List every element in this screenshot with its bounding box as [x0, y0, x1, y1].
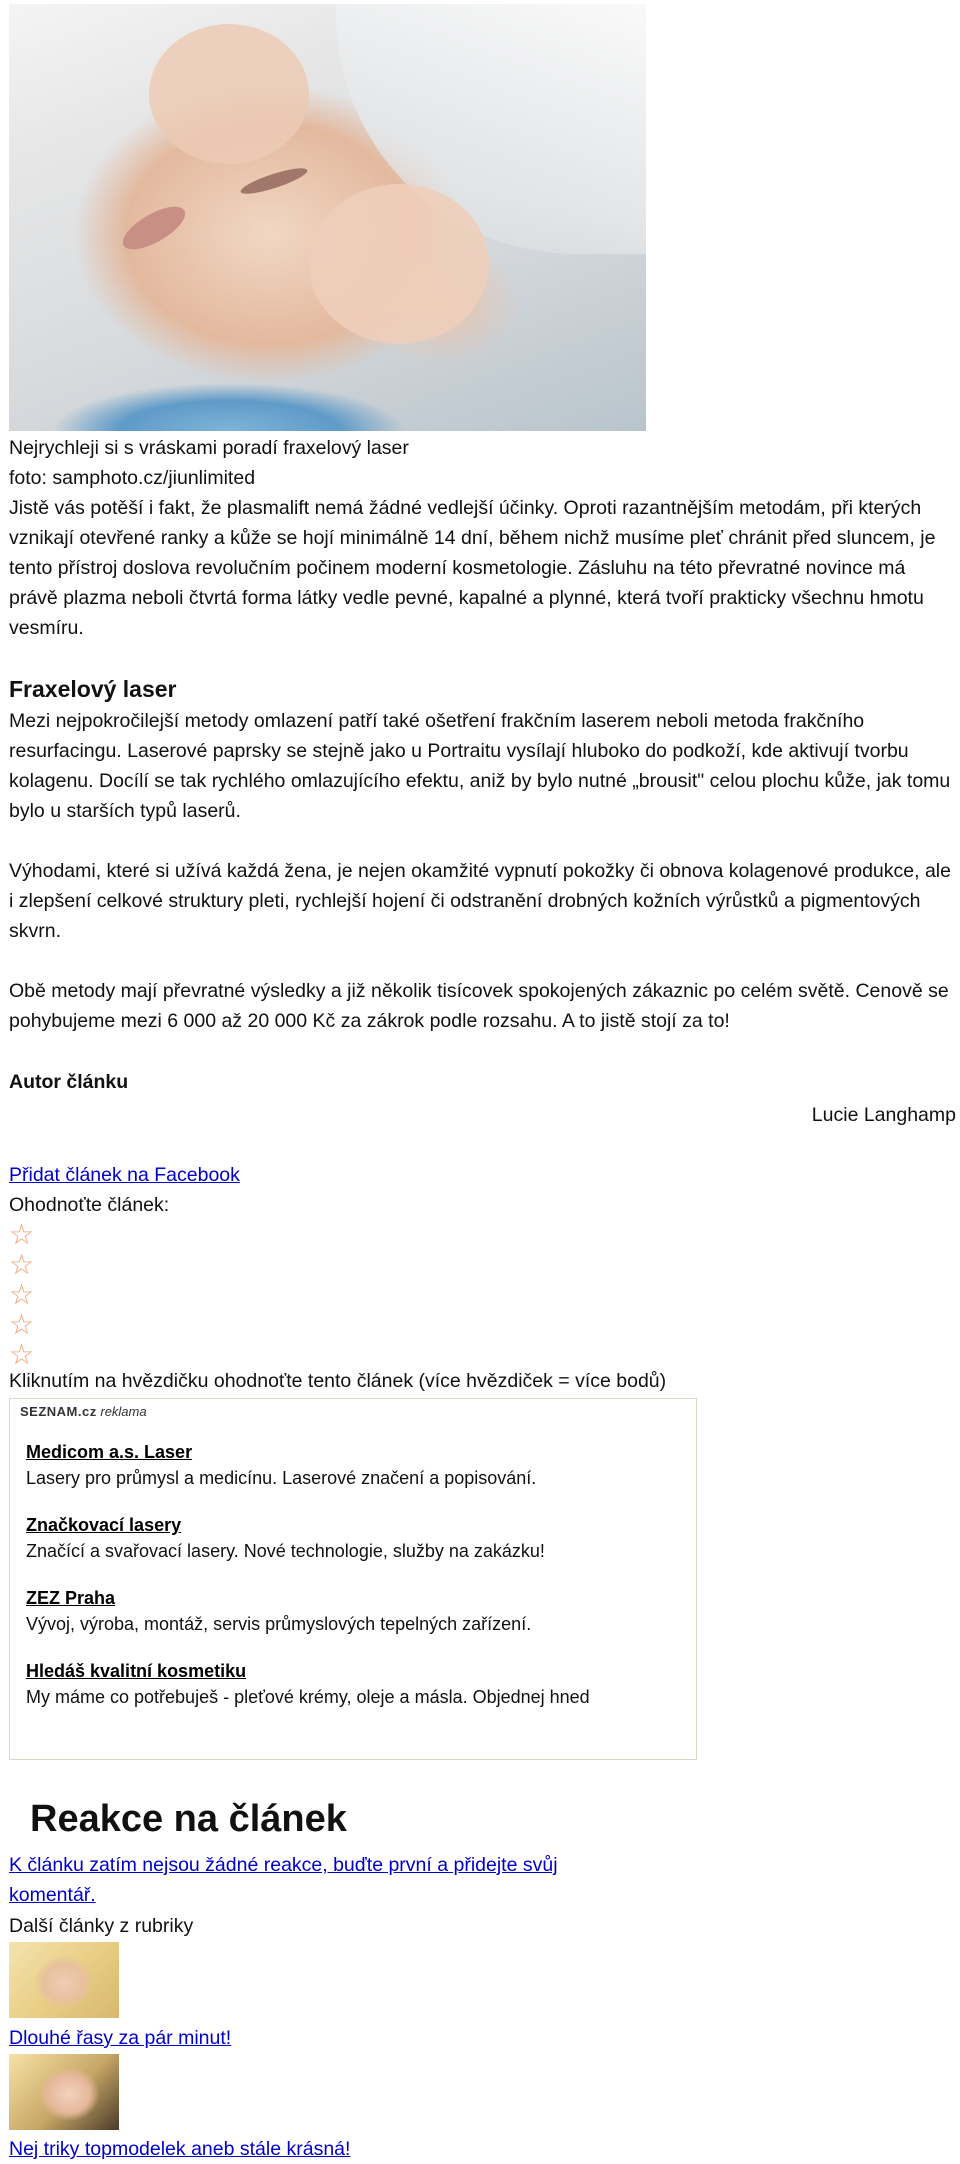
article-photo: [9, 4, 646, 431]
ad-brand-suffix: reklama: [100, 1404, 147, 1419]
facebook-share-link[interactable]: Přidat článek na Facebook: [9, 1164, 240, 1186]
article-paragraph: Jistě vás potěší i fakt, že plasmalift nemá žádné vedlejší účinky. Oproti razantnějším metodám, při kterých vznikají otevřené ranky a kůže se hojí minimálně 14 dní, během nichž musíme pleť chránit před sluncem, je tento přístroj doslova revolučním počinem moderní kosmetologie. Zásluhu na této převratné novince má právě plazma neboli čtvrtá forma látky vedle pevné, kapalné a plynné, která tvoří prakticky všechnu hmotu vesmíru.: [9, 497, 936, 639]
ad-title-link[interactable]: ZEZ Praha: [26, 1588, 116, 1608]
ad-brand: SEZNAM.cz: [20, 1404, 97, 1419]
star-icon[interactable]: ☆: [9, 1249, 35, 1280]
rating-label: Ohodnoťte článek:: [9, 1194, 170, 1216]
article-paragraph: Výhodami, které si užívá každá žena, je nejen okamžité vypnutí pokožky či obnova kolagenové produkce, ale i zlepšení celkové struktury pleti, rychlejší hojení či odstranění drobných kožních výrůstků a pigmentových skvrn.: [9, 860, 951, 942]
related-thumbnail[interactable]: [9, 2054, 119, 2130]
author-label: Autor článku: [9, 1071, 129, 1093]
ad-title-link[interactable]: Hledáš kvalitní kosmetiku: [26, 1661, 247, 1681]
rating-hint: Kliknutím na hvězdičku ohodnoťte tento článek (více hvězdiček = více bodů): [9, 1370, 667, 1392]
ad-item: [26, 1439, 536, 1491]
ad-description: My máme co potřebuješ - pleťové krémy, oleje a másla. Objednej hned: [26, 1687, 590, 1707]
related-article-link[interactable]: Nej triky topmodelek aneb stále krásná!: [9, 2138, 351, 2160]
ad-item: [26, 1658, 590, 1710]
photo-hand: [149, 24, 309, 164]
ad-description: Vývoj, výroba, montáž, servis průmyslových tepelných zařízení.: [26, 1614, 532, 1634]
ad-brand-logo: [20, 1403, 147, 1421]
photo-cap: [9, 341, 429, 431]
article-paragraph: Mezi nejpokročilejší metody omlazení patří také ošetření frakčním laserem neboli metoda frakčního resurfacingu. Laserové paprsky se stejně jako u Portraitu vysílají hluboko do podkoží, kde aktivují tvorbu kolagenu. Docílí se tak rychlého omlazujícího efektu, aniž by bylo nutné „brousit" celou plochu kůže, jak tomu bylo u starších typů laserů.: [9, 710, 951, 822]
ad-description: Lasery pro průmysl a medicínu. Laserové značení a popisování.: [26, 1468, 537, 1488]
rating-stars: [9, 1220, 34, 1370]
ad-item: [26, 1585, 531, 1637]
star-icon[interactable]: ☆: [9, 1219, 35, 1250]
star-icon[interactable]: ☆: [9, 1339, 35, 1370]
photo-hand: [309, 184, 489, 344]
ad-title-link[interactable]: Medicom a.s. Laser: [26, 1442, 193, 1462]
ad-description: Značící a svařovací lasery. Nové technologie, služby na zakázku!: [26, 1541, 545, 1561]
star-icon[interactable]: ☆: [9, 1309, 35, 1340]
related-label: Další články z rubriky: [9, 1915, 194, 1937]
photo-credit: foto: samphoto.cz/jiunlimited: [9, 467, 256, 489]
ad-item: [26, 1512, 545, 1564]
comments-heading: Reakce na článek: [30, 1798, 347, 1840]
related-thumbnail[interactable]: [9, 1942, 119, 2018]
related-article-link[interactable]: Dlouhé řasy za pár minut!: [9, 2027, 232, 2049]
author-name: Lucie Langhamp: [811, 1104, 956, 1126]
section-heading: Fraxelový laser: [9, 676, 177, 702]
photo-caption: Nejrychleji si s vráskami poradí fraxelový laser: [9, 437, 409, 459]
article-paragraph: Obě metody mají převratné výsledky a již několik tisícovek spokojených zákaznic po celém světě. Cenově se pohybujeme mezi 6 000 až 20 000 Kč za zákrok podle rozsahu. A to jistě stojí za to!: [9, 980, 949, 1032]
photo-lips: [117, 198, 192, 257]
photo-eye: [239, 164, 310, 199]
star-icon[interactable]: ☆: [9, 1279, 35, 1310]
ad-box: [9, 1398, 697, 1760]
ad-title-link[interactable]: Značkovací lasery: [26, 1515, 182, 1535]
add-comment-link[interactable]: K článku zatím nejsou žádné reakce, buďte první a přidejte svůj komentář.: [9, 1854, 558, 1906]
